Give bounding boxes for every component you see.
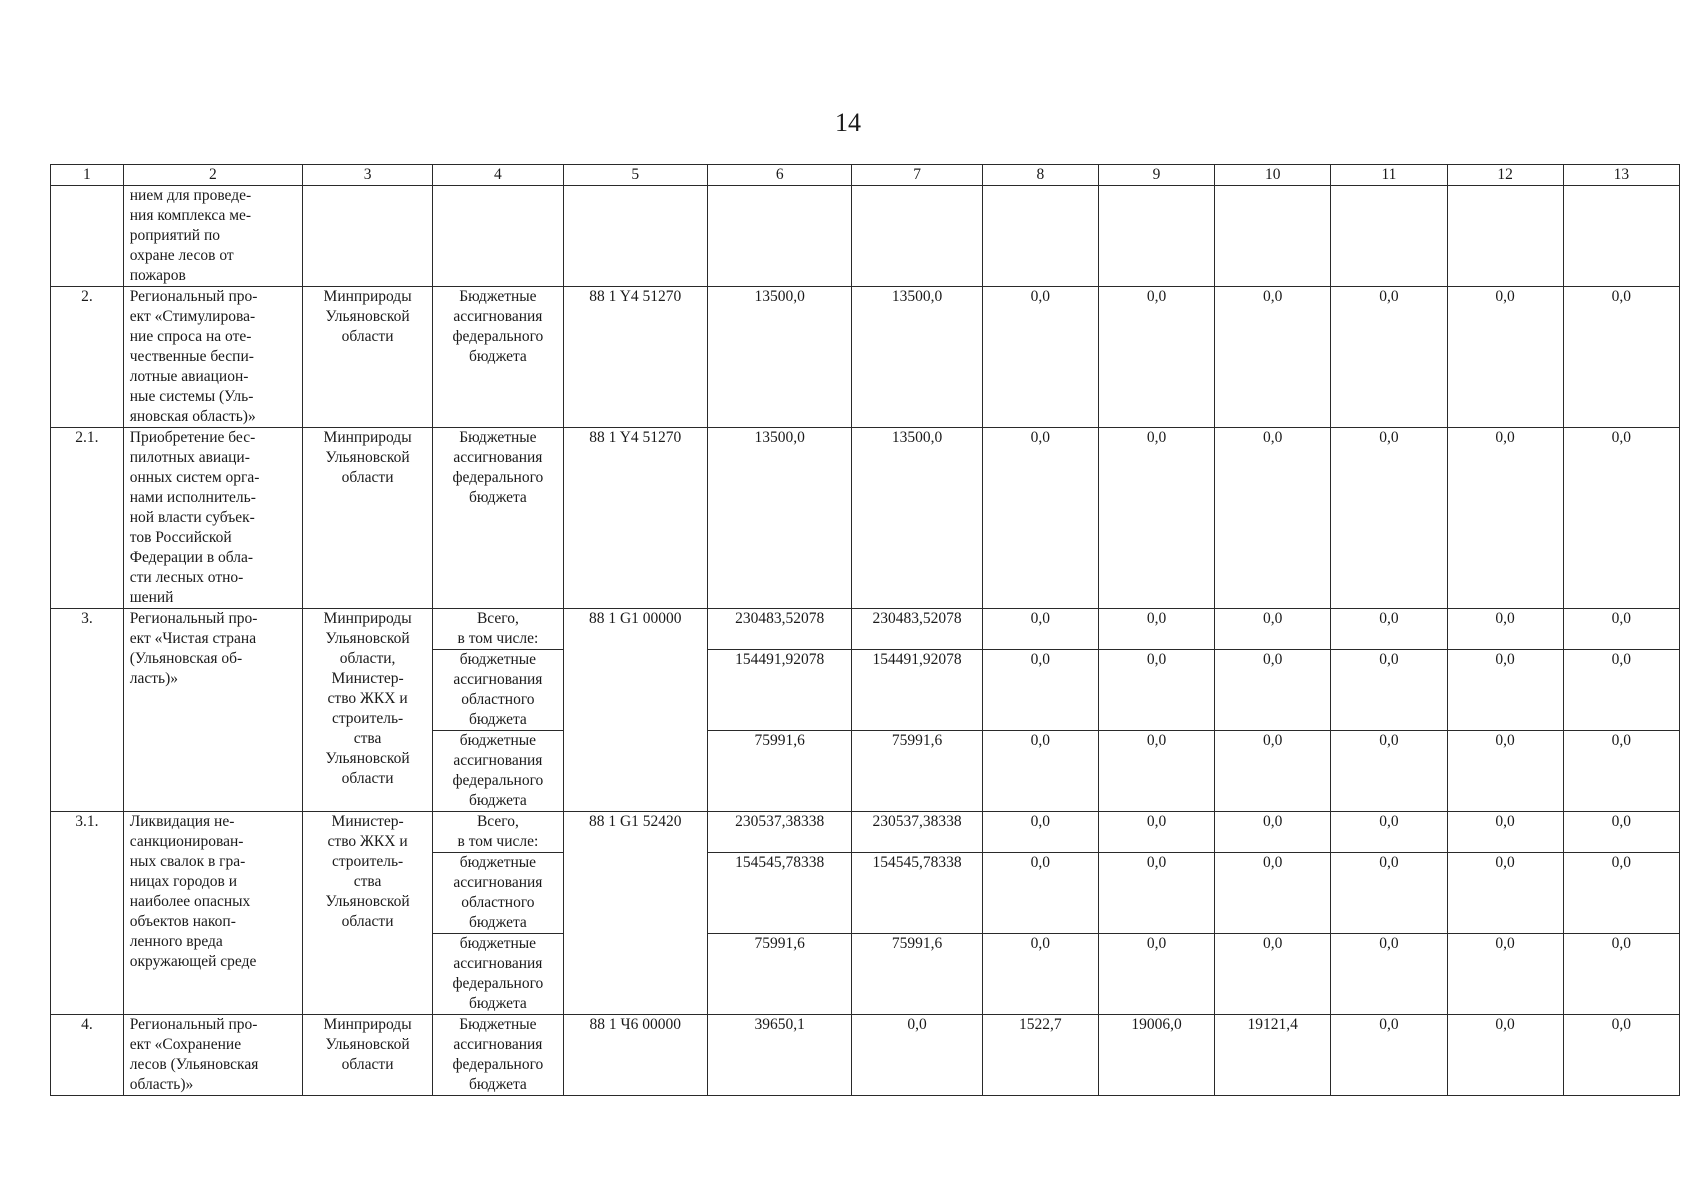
measure-name-cell: Региональный про- ект «Стимулирова- ние спроса на оте- чественные беспи- лотные авиацион- ные системы (Уль- яновская область)» xyxy=(123,287,302,428)
value-cell: 0,0 xyxy=(982,609,1098,650)
value-cell: 0,0 xyxy=(982,650,1098,731)
column-header: 8 xyxy=(982,165,1098,186)
value-cell: 0,0 xyxy=(1215,812,1331,853)
column-header: 12 xyxy=(1447,165,1563,186)
value-cell: 0,0 xyxy=(1447,853,1563,934)
value-cell: 230483,52078 xyxy=(708,609,852,650)
row-number-cell: 4. xyxy=(51,1015,124,1096)
value-cell: 19006,0 xyxy=(1098,1015,1214,1096)
value-cell: 0,0 xyxy=(1098,428,1214,609)
value-cell: 154491,92078 xyxy=(708,650,852,731)
empty-cell xyxy=(1563,186,1679,287)
value-cell: 13500,0 xyxy=(852,287,982,428)
value-cell: 154545,78338 xyxy=(852,853,982,934)
funding-source-cell: бюджетные ассигнования областного бюджета xyxy=(433,853,563,934)
value-cell: 0,0 xyxy=(982,287,1098,428)
value-cell: 0,0 xyxy=(1098,731,1214,812)
row-number-cell: 3. xyxy=(51,609,124,812)
value-cell: 0,0 xyxy=(1331,1015,1447,1096)
table-row xyxy=(51,609,1680,650)
value-cell: 0,0 xyxy=(1563,609,1679,650)
value-cell: 0,0 xyxy=(1447,934,1563,1015)
column-header: 6 xyxy=(708,165,852,186)
value-cell: 0,0 xyxy=(1331,853,1447,934)
empty-cell xyxy=(852,186,982,287)
value-cell: 75991,6 xyxy=(852,934,982,1015)
value-cell: 0,0 xyxy=(1331,731,1447,812)
row-number-cell xyxy=(51,186,124,287)
value-cell: 0,0 xyxy=(1447,650,1563,731)
funding-source-cell: бюджетные ассигнования федерального бюджета xyxy=(433,731,563,812)
value-cell: 0,0 xyxy=(1447,428,1563,609)
value-cell: 13500,0 xyxy=(708,428,852,609)
table-row xyxy=(51,812,1680,853)
value-cell: 13500,0 xyxy=(852,428,982,609)
column-header: 5 xyxy=(563,165,707,186)
value-cell: 0,0 xyxy=(1563,287,1679,428)
value-cell: 0,0 xyxy=(1447,812,1563,853)
value-cell: 0,0 xyxy=(1447,609,1563,650)
value-cell: 0,0 xyxy=(1098,853,1214,934)
empty-cell xyxy=(1447,186,1563,287)
value-cell: 0,0 xyxy=(982,428,1098,609)
value-cell: 0,0 xyxy=(1331,650,1447,731)
budget-code-cell: 88 1 Y4 51270 xyxy=(563,428,707,609)
executor-cell: Минприроды Ульяновской области xyxy=(302,428,432,609)
value-cell: 0,0 xyxy=(1098,287,1214,428)
row-number-cell: 3.1. xyxy=(51,812,124,1015)
value-cell: 0,0 xyxy=(1215,934,1331,1015)
value-cell: 0,0 xyxy=(852,1015,982,1096)
column-header: 2 xyxy=(123,165,302,186)
value-cell: 0,0 xyxy=(1098,812,1214,853)
value-cell: 0,0 xyxy=(1331,287,1447,428)
value-cell: 19121,4 xyxy=(1215,1015,1331,1096)
empty-cell xyxy=(433,186,563,287)
funding-source-cell: бюджетные ассигнования областного бюджета xyxy=(433,650,563,731)
value-cell: 0,0 xyxy=(1447,287,1563,428)
value-cell: 0,0 xyxy=(1331,812,1447,853)
measure-name-cell: нием для проведе- ния комплекса ме- роприятий по охране лесов от пожаров xyxy=(123,186,302,287)
value-cell: 0,0 xyxy=(1563,650,1679,731)
empty-cell xyxy=(708,186,852,287)
funding-source-cell: Всего, в том числе: xyxy=(433,812,563,853)
value-cell: 0,0 xyxy=(1563,1015,1679,1096)
page-number: 14 xyxy=(835,108,861,137)
value-cell: 0,0 xyxy=(1215,731,1331,812)
value-cell: 13500,0 xyxy=(708,287,852,428)
empty-cell xyxy=(1215,186,1331,287)
value-cell: 0,0 xyxy=(1447,1015,1563,1096)
column-header: 1 xyxy=(51,165,124,186)
value-cell: 39650,1 xyxy=(708,1015,852,1096)
funding-source-cell: Всего, в том числе: xyxy=(433,609,563,650)
value-cell: 0,0 xyxy=(1215,428,1331,609)
value-cell: 230483,52078 xyxy=(852,609,982,650)
value-cell: 230537,38338 xyxy=(708,812,852,853)
empty-cell xyxy=(1098,186,1214,287)
value-cell: 0,0 xyxy=(1098,609,1214,650)
value-cell: 0,0 xyxy=(1331,934,1447,1015)
value-cell: 75991,6 xyxy=(708,934,852,1015)
value-cell: 0,0 xyxy=(1215,287,1331,428)
column-header: 9 xyxy=(1098,165,1214,186)
column-header: 13 xyxy=(1563,165,1679,186)
value-cell: 230537,38338 xyxy=(852,812,982,853)
executor-cell: Министер- ство ЖКХ и строитель- ства Ульяновской области xyxy=(302,812,432,1015)
value-cell: 0,0 xyxy=(1098,650,1214,731)
value-cell: 0,0 xyxy=(1331,428,1447,609)
measure-name-cell: Региональный про- ект «Сохранение лесов (Ульяновская область)» xyxy=(123,1015,302,1096)
budget-code-cell: 88 1 G1 52420 xyxy=(563,812,707,1015)
value-cell: 1522,7 xyxy=(982,1015,1098,1096)
budget-code-cell: 88 1 Ч6 00000 xyxy=(563,1015,707,1096)
column-header: 10 xyxy=(1215,165,1331,186)
table-row xyxy=(51,428,1680,609)
budget-table xyxy=(50,164,1680,1096)
table-row xyxy=(51,1015,1680,1096)
table-row xyxy=(51,186,1680,287)
measure-name-cell: Региональный про- ект «Чистая страна (Ульяновская об- ласть)» xyxy=(123,609,302,812)
column-header: 3 xyxy=(302,165,432,186)
table-row xyxy=(51,287,1680,428)
value-cell: 75991,6 xyxy=(852,731,982,812)
value-cell: 0,0 xyxy=(982,934,1098,1015)
budget-code-cell: 88 1 Y4 51270 xyxy=(563,287,707,428)
value-cell: 0,0 xyxy=(1563,934,1679,1015)
executor-cell: Минприроды Ульяновской области xyxy=(302,1015,432,1096)
value-cell: 0,0 xyxy=(1447,731,1563,812)
funding-source-cell: Бюджетные ассигнования федерального бюджета xyxy=(433,1015,563,1096)
value-cell: 154491,92078 xyxy=(852,650,982,731)
value-cell: 0,0 xyxy=(1563,812,1679,853)
funding-source-cell: Бюджетные ассигнования федерального бюджета xyxy=(433,287,563,428)
column-header-row xyxy=(51,165,1680,186)
funding-source-cell: Бюджетные ассигнования федерального бюджета xyxy=(433,428,563,609)
measure-name-cell: Ликвидация не- санкционирован- ных свалок в гра- ницах городов и наиболее опасных объектов накоп- ленного вреда окружающей среде xyxy=(123,812,302,1015)
value-cell: 0,0 xyxy=(1563,853,1679,934)
value-cell: 0,0 xyxy=(1215,650,1331,731)
value-cell: 0,0 xyxy=(1331,609,1447,650)
empty-cell xyxy=(563,186,707,287)
value-cell: 0,0 xyxy=(1098,934,1214,1015)
value-cell: 0,0 xyxy=(982,731,1098,812)
row-number-cell: 2. xyxy=(51,287,124,428)
executor-cell: Минприроды Ульяновской области xyxy=(302,287,432,428)
column-header: 11 xyxy=(1331,165,1447,186)
value-cell: 0,0 xyxy=(1215,609,1331,650)
column-header: 4 xyxy=(433,165,563,186)
funding-source-cell: бюджетные ассигнования федерального бюджета xyxy=(433,934,563,1015)
value-cell: 0,0 xyxy=(982,853,1098,934)
value-cell: 0,0 xyxy=(1563,428,1679,609)
budget-code-cell: 88 1 G1 00000 xyxy=(563,609,707,812)
value-cell: 154545,78338 xyxy=(708,853,852,934)
row-number-cell: 2.1. xyxy=(51,428,124,609)
value-cell: 0,0 xyxy=(1215,853,1331,934)
executor-cell: Минприроды Ульяновской области, Министер- ство ЖКХ и строитель- ства Ульяновской области xyxy=(302,609,432,812)
empty-cell xyxy=(302,186,432,287)
column-header: 7 xyxy=(852,165,982,186)
measure-name-cell: Приобретение бес- пилотных авиаци- онных систем орга- нами исполнитель- ной власти субъек- тов Российской Федерации в обла- сти лесных отно- шений xyxy=(123,428,302,609)
empty-cell xyxy=(1331,186,1447,287)
value-cell: 0,0 xyxy=(1563,731,1679,812)
value-cell: 0,0 xyxy=(982,812,1098,853)
value-cell: 75991,6 xyxy=(708,731,852,812)
empty-cell xyxy=(982,186,1098,287)
